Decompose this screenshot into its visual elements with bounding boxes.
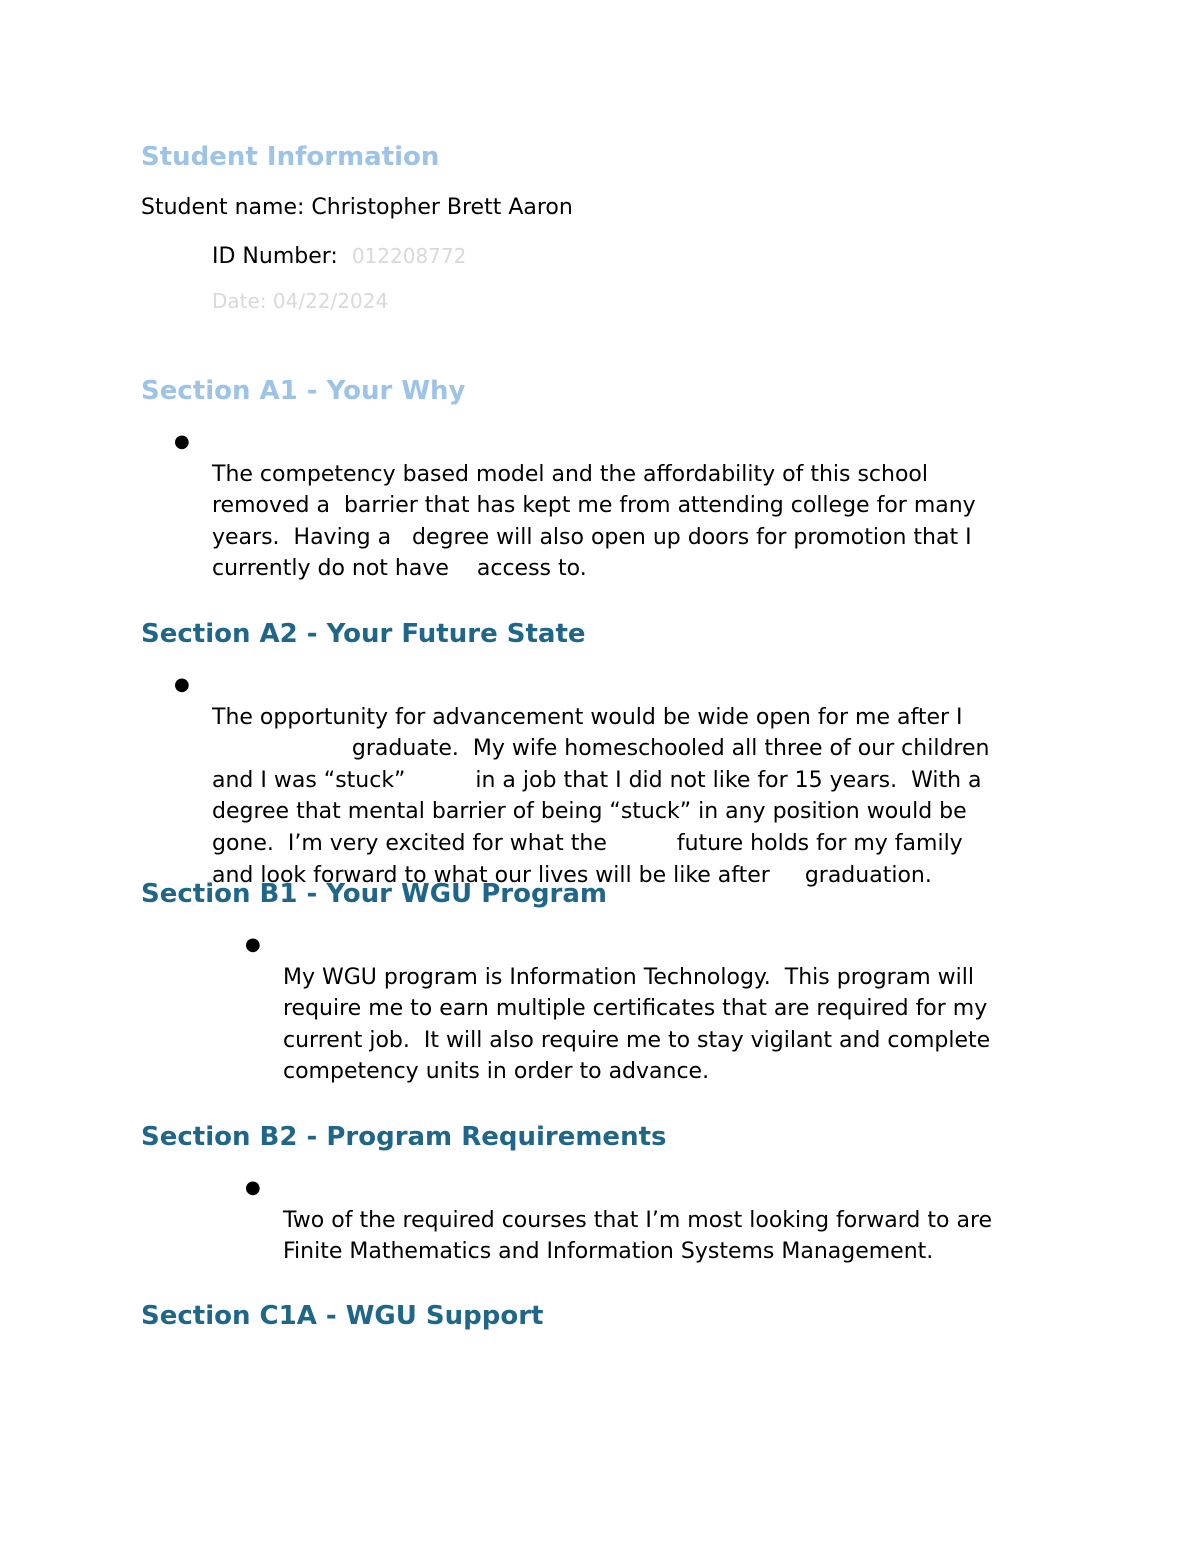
section-b1-paragraph	[283, 930, 990, 1120]
section-a1-line: removed a barrier that has kept me from attending college for many	[212, 493, 976, 519]
bullet-icon: ●	[174, 431, 190, 452]
section-c1a-heading: Section C1A - WGU Support	[141, 1301, 544, 1331]
section-a2-heading: Section A2 - Your Future State	[141, 619, 586, 649]
section-a1-line: The competency based model and the affordability of this school	[212, 461, 928, 487]
section-b1-line: My WGU program is Information Technology. This program will	[283, 964, 974, 990]
date-line: Date: 04/22/2024	[212, 289, 389, 313]
section-b2-heading: Section B2 - Program Requirements	[141, 1122, 667, 1152]
section-a1-paragraph	[212, 427, 976, 617]
student-info-heading: Student Information	[141, 142, 440, 172]
section-b2-paragraph	[283, 1173, 992, 1299]
section-a1-line: currently do not have access to.	[212, 556, 587, 582]
section-a2-line: graduate. My wife homeschooled all three of our children	[212, 736, 990, 762]
section-b1-line: current job. It will also require me to stay vigilant and complete	[283, 1027, 991, 1053]
student-name-label: Student name:	[141, 195, 305, 220]
section-a2-line: and look forward to what our lives will be like after graduation.	[212, 862, 932, 888]
section-a2-line: degree that mental barrier of being “stuck” in any position would be	[212, 799, 967, 825]
student-name-value: Christopher Brett Aaron	[311, 195, 573, 220]
student-name-line	[141, 193, 573, 223]
id-number-line	[212, 241, 466, 272]
id-number-label: ID Number:	[212, 244, 338, 269]
section-a2-line: The opportunity for advancement would be wide open for me after I	[212, 704, 963, 730]
section-a2-line: gone. I’m very excited for what the future holds for my family	[212, 830, 963, 856]
section-b1-line: competency units in order to advance.	[283, 1059, 710, 1085]
bullet-icon: ●	[245, 934, 261, 955]
section-b2-line: Finite Mathematics and Information Systems Management.	[283, 1239, 934, 1265]
section-b1-line: require me to earn multiple certificates that are required for my	[283, 996, 988, 1022]
id-number-value: 012208772	[351, 244, 467, 268]
section-a2-line: and I was “stuck” in a job that I did not like for 15 years. With a	[212, 767, 982, 793]
section-a1-line: years. Having a degree will also open up doors for promotion that I	[212, 524, 972, 550]
section-b2-line: Two of the required courses that I’m most looking forward to are	[283, 1207, 993, 1233]
bullet-icon: ●	[174, 674, 190, 695]
section-a1-heading: Section A1 - Your Why	[141, 376, 466, 406]
section-b1-heading: Section B1 - Your WGU Program	[141, 879, 608, 909]
bullet-icon: ●	[245, 1177, 261, 1198]
